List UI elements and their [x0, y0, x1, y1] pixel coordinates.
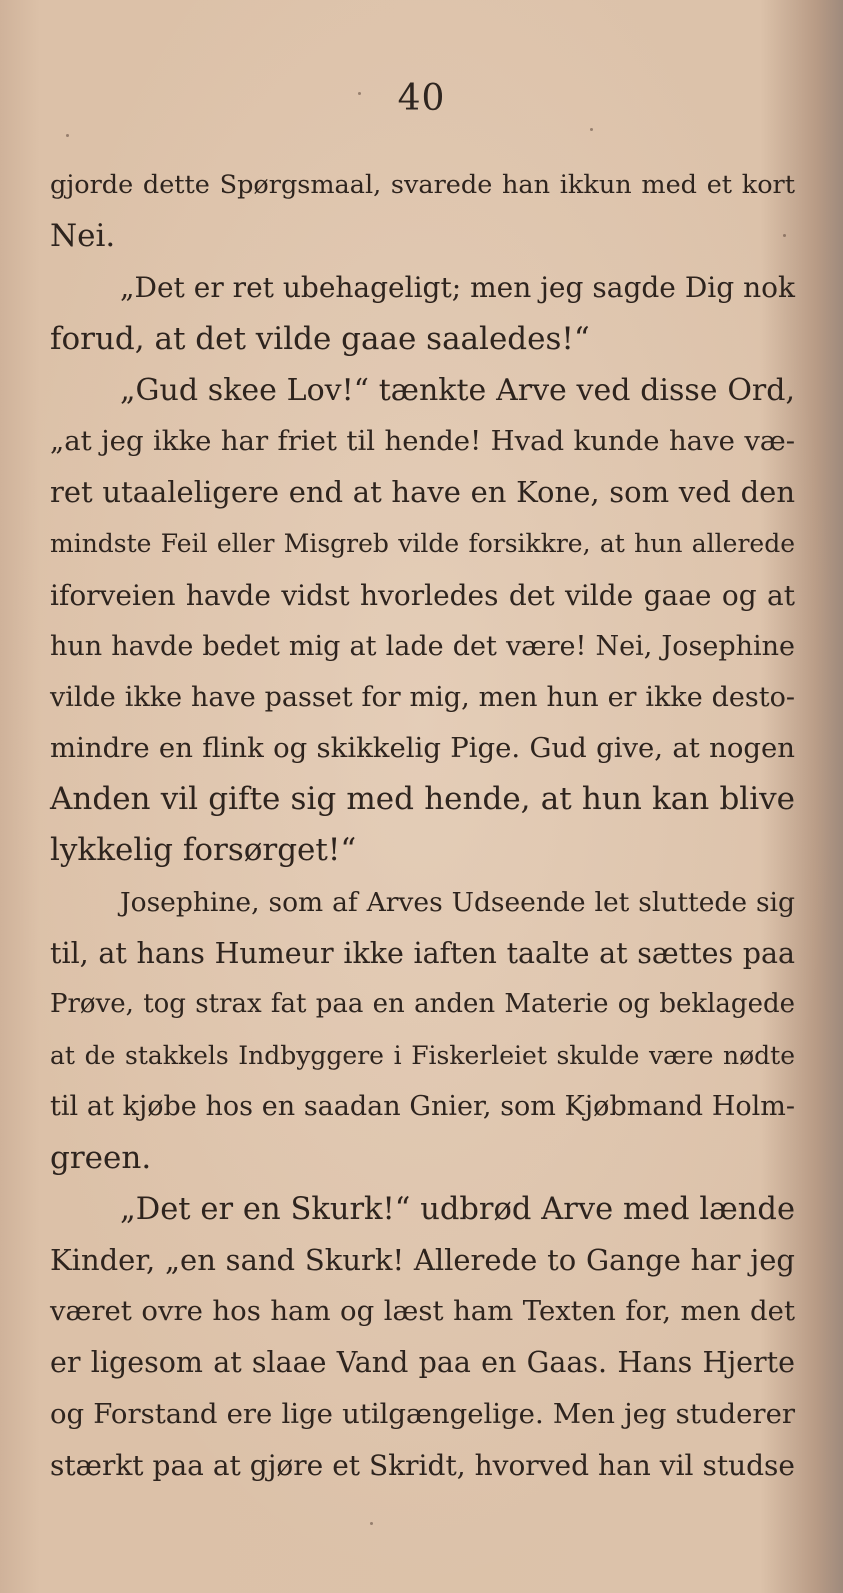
text-line: vilde ikke have passet for mig, men hun er ikke desto- — [50, 681, 795, 713]
text-line: til at kjøbe hos en saadan Gnier, som Kjøbmand Holm- — [50, 1091, 795, 1123]
paper-speck — [783, 234, 786, 237]
text-line: mindre en flink og skikkelig Pige. Gud give, at nogen — [50, 732, 795, 765]
text-line: „Gud skee Lov!“ tænkte Arve ved disse Ord, — [120, 372, 795, 408]
text-line: hun havde bedet mig at lade det være! Nei, Josephine — [50, 630, 795, 662]
paper-speck — [370, 1522, 373, 1525]
paper-speck — [358, 92, 361, 95]
paper-speck — [590, 128, 593, 131]
text-line: været ovre hos ham og læst ham Texten for, men det — [50, 1295, 795, 1328]
text-line: gjorde dette Spørgsmaal, svarede han ikkun med et kort — [50, 170, 795, 200]
text-line: Nei. — [50, 218, 116, 255]
text-line: forud, at det vilde gaae saaledes!“ — [50, 320, 590, 357]
text-line: iforveien havde vidst hvorledes det vilde gaae og at — [50, 578, 795, 612]
text-line: Prøve, tog strax fat paa en anden Materie og beklagede — [50, 989, 795, 1019]
page-number: 40 — [397, 78, 446, 119]
text-line: green. — [50, 1139, 152, 1176]
text-line: stærkt paa at gjøre et Skridt, hvorved han vil studse — [50, 1448, 795, 1482]
text-line: „Det er en Skurk!“ udbrød Arve med lænde — [120, 1191, 795, 1227]
text-line: „at jeg ikke har friet til hende! Hvad kunde have væ- — [50, 424, 795, 457]
body-text — [50, 160, 795, 1491]
text-line: lykkelig forsørget!“ — [50, 832, 357, 869]
text-line: er ligesom at slaae Vand paa en Gaas. Hans Hjerte — [50, 1346, 795, 1380]
text-line: at de stakkels Indbyggere i Fiskerleiet skulde være nødte — [50, 1041, 795, 1071]
text-line: Josephine, som af Arves Udseende let sluttede sig — [120, 886, 795, 918]
text-line: mindste Feil eller Misgreb vilde forsikkre, at hun allerede — [50, 529, 795, 559]
text-line: til, at hans Humeur ikke iaften taalte at sættes paa — [50, 936, 795, 970]
paper-speck — [66, 134, 69, 137]
text-line: ret utaaleligere end at have en Kone, som ved den — [50, 475, 795, 510]
text-line: Kinder, „en sand Skurk! Allerede to Gange har jeg — [50, 1242, 795, 1277]
text-line: „Det er ret ubehageligt; men jeg sagde Dig nok — [120, 271, 795, 305]
text-line: Anden vil gifte sig med hende, at hun kan blive — [50, 781, 795, 818]
text-line: og Forstand ere lige utilgængelige. Men jeg studerer — [50, 1397, 795, 1430]
